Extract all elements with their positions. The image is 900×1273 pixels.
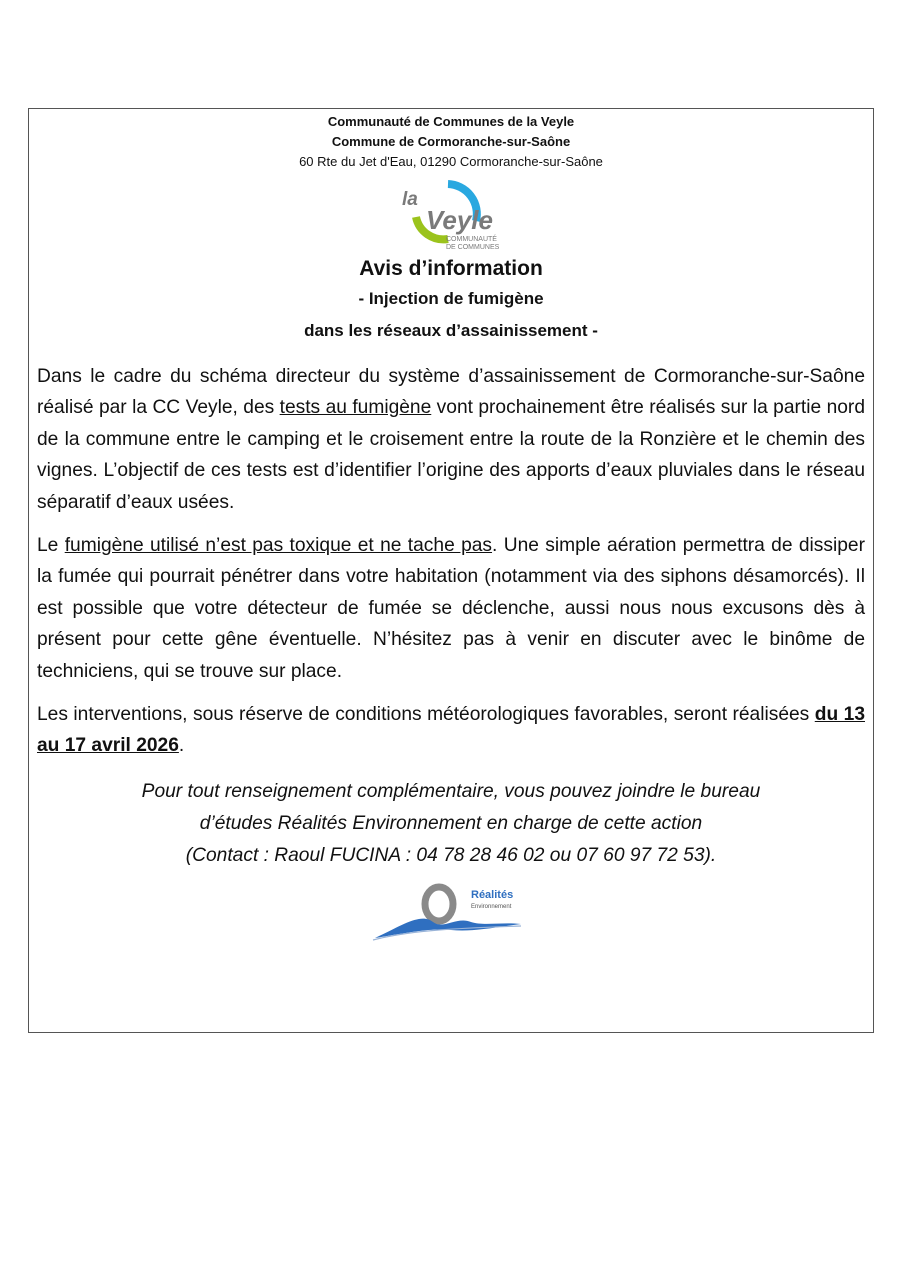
notice-frame — [28, 108, 874, 1033]
header-address: 60 Rte du Jet d'Eau, 01290 Cormoranche-sur-Saône — [299, 154, 603, 169]
logo-sub-1: COMMUNAUTÉ — [446, 236, 497, 243]
contact-line-1: Pour tout renseignement complémentaire, vous pouvez joindre le bureau — [141, 780, 761, 802]
veyle-logo — [396, 175, 506, 253]
p1-before: Dans le cadre du schéma directeur du système d’assainissement de Cormoranche-sur-Saône réalisé par la CC Veyle, des — [37, 366, 865, 419]
paragraph-3 — [37, 699, 865, 762]
p2-underlined: fumigène utilisé n’est pas toxique et ne tache pas — [64, 535, 493, 557]
logo-word-veyle: Veyle — [426, 205, 493, 235]
contact-line-3: (Contact : Raoul FUCINA : 04 78 28 46 02 ou 07 60 97 72 53). — [185, 844, 717, 866]
realites-name: Réalités — [471, 888, 514, 901]
notice-title: Avis d’information — [359, 257, 543, 280]
realites-sub: Environnement — [471, 903, 512, 910]
header-line-1: Communauté de Communes de la Veyle — [327, 114, 575, 129]
paragraph-1 — [37, 361, 865, 518]
header-line-2: Commune de Cormoranche-sur-Saône — [331, 134, 571, 149]
notice-body — [29, 361, 873, 762]
header-block — [29, 112, 873, 172]
p2-before: Le — [37, 535, 65, 557]
subtitle-line-1: - Injection de fumigène — [358, 289, 544, 308]
p3-before: Les interventions, sous réserve de conditions météorologiques favorables, seront réalisées — [37, 704, 815, 726]
paragraph-2 — [37, 530, 865, 687]
contact-line-2: d’études Réalités Environnement en charge de cette action — [199, 812, 703, 834]
p3-date: du 13 au 17 avril 2026 — [37, 704, 865, 757]
p1-underlined: tests au fumigène — [279, 397, 432, 419]
contact-block — [29, 776, 873, 872]
subtitle-line-2: dans les réseaux d’assainissement - — [304, 321, 598, 340]
p1-after: vont prochainement être réalisés sur la partie nord de la commune entre le camping et le croisement entre la route de la Ronzière et le chemin des vignes. L’objectif de ces tests est d’identifier l’origine des apports d’eaux pluviales dans le réseau séparatif d’eaux usées. — [37, 397, 865, 513]
realites-logo — [371, 882, 531, 944]
logo-sub-2: DE COMMUNES — [446, 244, 500, 251]
logo-word-la: la — [402, 189, 418, 210]
p2-after: . Une simple aération permettra de dissiper la fumée qui pourrait pénétrer dans votre habitation (notamment via des siphons désamorcés). Il est possible que votre détecteur de fumée se déclenche, aussi nous nous excusons dès à présent pour cette gêne éventuelle. N’hésitez pas à venir en discuter avec le binôme de techniciens, qui se trouve sur place. — [37, 535, 865, 682]
p3-after: . — [178, 735, 185, 757]
